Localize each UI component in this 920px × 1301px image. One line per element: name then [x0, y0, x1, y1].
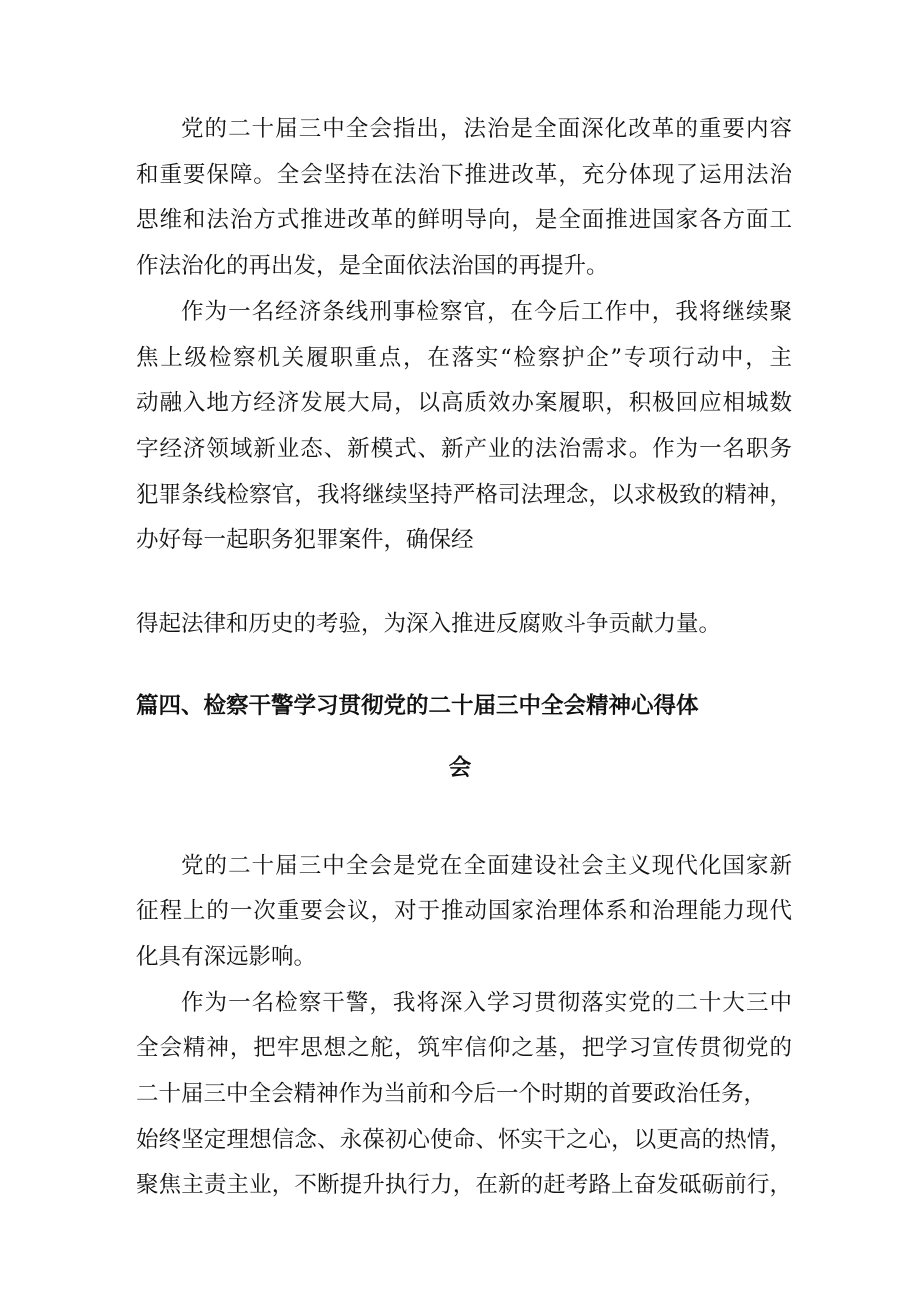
- section-heading: 篇四、检察干警学习贯彻党的二十届三中全会精神心得体: [136, 693, 699, 719]
- paragraph-line: 征程上的一次重要会议，对于推动国家治理体系和治理能力现代: [136, 898, 792, 924]
- paragraph-line: 思维和法治方式推进改革的鲜明导向，是全面推进国家各方面工: [136, 207, 792, 233]
- paragraph-line: 作法治化的再出发，是全面依法治国的再提升。: [136, 253, 609, 279]
- paragraph-line: 和重要保障。全会坚持在法治下推进改革，充分体现了运用法治: [136, 162, 792, 188]
- paragraph-line: 党的二十届三中全会是党在全面建设社会主义现代化国家新: [181, 853, 792, 879]
- paragraph-line: 作为一名经济条线刑事检察官，在今后工作中，我将继续聚: [181, 299, 792, 325]
- paragraph-line: 始终坚定理想信念、永葆初心使命、怀实干之心，以更高的热情，: [136, 1127, 792, 1153]
- paragraph-line: 办好每一起职务犯罪案件，确保经: [136, 527, 474, 553]
- paragraph-line: 字经济领域新业态、新模式、新产业的法治需求。作为一名职务: [136, 436, 792, 462]
- paragraph-line: 党的二十届三中全会指出，法治是全面深化改革的重要内容: [181, 116, 792, 142]
- section-heading-continued: 会: [448, 755, 472, 781]
- paragraph-line: 犯罪条线检察官，我将继续坚持严格司法理念，以求极致的精神，: [136, 482, 792, 508]
- paragraph-line: 焦上级检察机关履职重点，在落实“检察护企”专项行动中，主: [136, 345, 792, 371]
- paragraph-line: 二十届三中全会精神作为当前和今后一个时期的首要政治任务，: [136, 1081, 767, 1107]
- paragraph-line: 全会精神，把牢思想之舵，筑牢信仰之基，把学习宣传贯彻党的: [136, 1035, 792, 1061]
- paragraph-line: 化具有深远影响。: [136, 944, 317, 970]
- paragraph-line: 作为一名检察干警，我将深入学习贯彻落实党的二十大三中: [181, 990, 792, 1016]
- paragraph-line: 聚焦主责主业，不断提升执行力，在新的赶考路上奋发砥砺前行，: [136, 1172, 792, 1198]
- paragraph-line: 动融入地方经济发展大局，以高质效办案履职，积极回应相城数: [136, 390, 792, 416]
- paragraph-line: 得起法律和历史的考验，为深入推进反腐败斗争贡献力量。: [136, 611, 722, 637]
